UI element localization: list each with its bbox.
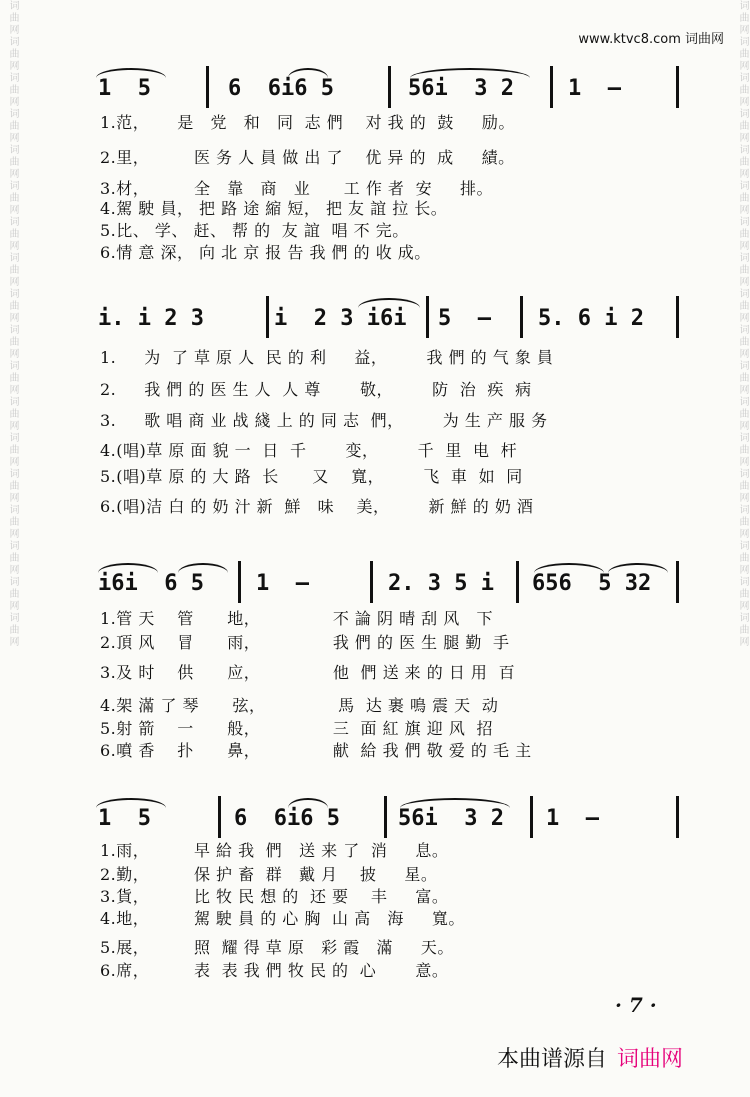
bar-line [676,66,679,108]
source-prefix: 本曲谱源自 [497,1047,608,1072]
notation-row-4 [88,800,688,836]
lyric-line: 4.駕 駛 員， 把 路 途 縮 短， 把 友 誼 拉 长。 [100,199,448,218]
bar-line [550,66,553,108]
bar-line [384,796,387,838]
lyric-line: 6.席， 表 表 我 們 牧 民 的 心 意。 [100,961,449,980]
side-watermark-left: 词曲网词曲网词曲网词曲网词曲网词曲网词曲网词曲网词曲网词曲网词曲网词曲网词曲网词曲网词曲网词曲网词曲网词曲网 [7,0,18,648]
measure: 6 6i6 5 [228,76,334,101]
lyric-line: 1.管 天 管 地， 不 論 阴 晴 刮 风 下 [100,609,494,628]
lyric-line: 1.范， 是 党 和 同 志 們 对 我 的 鼓 励。 [100,113,515,132]
measure: 5 – [438,306,491,331]
measure: 656 5 32 [532,571,652,596]
bar-line [676,796,679,838]
measure: 1 – [568,76,621,101]
slur [534,563,604,573]
measure: i. i 2 3 [98,306,204,331]
lyric-line: 5.比、 学、 赶、 帮 的 友 誼 唱 不 完。 [100,221,409,240]
slur [400,798,510,808]
slur [358,298,420,308]
bar-line [520,296,523,338]
bar-line [238,561,241,603]
lyric-line: 4.架 滿 了 琴 弦， 馬 达 裹 鳴 震 天 动 [100,696,499,715]
lyric-line: 6.噴 香 扑 鼻， 献 給 我 們 敬 爱 的 毛 主 [100,741,532,760]
bar-line [516,561,519,603]
page-number: · 7 · [615,993,657,1017]
measure: i 2 3 i6i [274,306,407,331]
measure: 56i 3 2 [398,806,504,831]
lyric-line: 1.雨， 早 給 我 們 送 来 了 消 息。 [100,841,449,860]
side-watermark-right: 词曲网词曲网词曲网词曲网词曲网词曲网词曲网词曲网词曲网词曲网词曲网词曲网词曲网词曲网词曲网词曲网词曲网词曲网 [737,0,748,648]
notation-row-1 [88,70,688,106]
measure: i6i 6 5 [98,571,204,596]
slur [178,563,228,573]
bar-line [266,296,269,338]
measure: 2. 3 5 i [388,571,494,596]
lyric-line: 2.勤， 保 护 畜 群 戴 月 披 星。 [100,865,438,884]
lyric-line: 6.情 意 深， 向 北 京 报 告 我 們 的 收 成。 [100,243,431,262]
slur [288,68,328,78]
bar-line [370,561,373,603]
lyric-line: 6.(唱)洁 白 的 奶 汁 新 鮮 味 美， 新 鮮 的 奶 酒 [100,497,534,516]
slur [96,68,166,78]
source-footer[interactable] [497,1042,683,1073]
lyric-line: 5.展， 照 耀 得 草 原 彩 霞 滿 天。 [100,938,454,957]
bar-line [676,561,679,603]
slur [410,68,530,78]
lyric-line: 2.里， 医 务 人 員 做 出 了 优 异 的 成 績。 [100,148,515,167]
lyric-line: 3.材， 全 靠 商 业 工 作 者 安 排。 [100,179,494,198]
measure: 6 6i6 5 [234,806,340,831]
slur [96,798,166,808]
bar-line [218,796,221,838]
notation-row-2 [88,300,688,336]
lyric-line: 5.(唱)草 原 的 大 路 长 又 寬， 飞 車 如 同 [100,467,523,486]
slur [608,563,668,573]
measure: 1 5 [98,76,151,101]
lyric-line: 3.貨， 比 牧 民 想 的 还 要 丰 富。 [100,887,449,906]
lyric-line: 4.(唱)草 原 面 貌 一 日 千 变， 千 里 电 杆 [100,441,518,460]
bar-line [530,796,533,838]
lyric-line: 5.射 箭 一 般， 三 面 紅 旗 迎 风 招 [100,719,494,738]
bar-line [676,296,679,338]
bar-line [206,66,209,108]
lyric-line: 4.地， 駕 駛 員 的 心 胸 山 高 海 寬。 [100,909,465,928]
notation-row-3 [88,565,688,601]
measure: 1 – [256,571,309,596]
measure: 56i 3 2 [408,76,514,101]
source-brand[interactable]: 词曲网 [617,1047,684,1072]
bar-line [388,66,391,108]
lyric-line: 2. 我 們 的 医 生 人 人 尊 敬， 防 治 疾 病 [100,380,532,399]
measure: 5. 6 i 2 [538,306,644,331]
measure: 1 5 [98,806,151,831]
lyric-line: 3. 歌 唱 商 业 战 綫 上 的 同 志 們， 为 生 产 服 务 [100,411,548,430]
slur [288,798,328,808]
bar-line [426,296,429,338]
measure: 1 – [546,806,599,831]
lyric-line: 2.頂 风 冒 雨， 我 們 的 医 生 腿 勤 手 [100,633,510,652]
lyric-line: 1. 为 了 草 原 人 民 的 利 益， 我 們 的 气 象 員 [100,348,554,367]
lyric-line: 3.及 时 供 应， 他 們 送 来 的 日 用 百 [100,663,516,682]
site-header[interactable]: www.ktvc8.com 词曲网 [578,32,724,47]
slur [98,563,158,573]
